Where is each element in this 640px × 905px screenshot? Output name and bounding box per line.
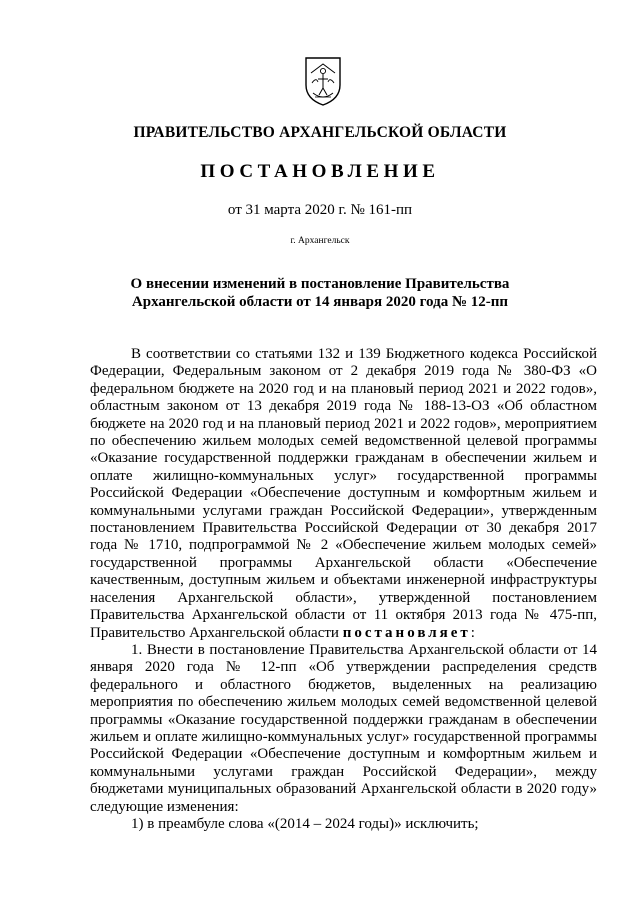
resolves-word: постановляет [342, 624, 471, 641]
paragraph-preamble [90, 346, 597, 642]
preamble-colon: : [470, 624, 475, 641]
document-city: г. Архангельск [290, 236, 350, 246]
paragraph-subitem-1: 1) в преамбуле слова «(2014 – 2024 годы)» исключить; [131, 815, 479, 832]
document-title-line-2: Архангельской области от 14 января 2020 года № 12-пп [131, 294, 509, 310]
document-title-line-1: О внесении изменений в постановление Правительства [130, 276, 510, 292]
government-name: ПРАВИТЕЛЬСТВО АРХАНГЕЛЬСКОЙ ОБЛАСТИ [133, 124, 507, 141]
coat-of-arms-emblem [303, 55, 343, 107]
paragraph-item-1: 1. Внести в постановление Правительства Архангельской области от 14 января 2020 года № 12-пп «Об утверждении распределения средств федерального и областного бюджетов, выделенных на реализацию мероприятия по обеспечению жильем молодых семей ведомственной целевой программы «Оказание государственной поддержки гражданам в обеспечении жильем и оплате жилищно-коммунальных услуг» государственной программы Российской Федерации «Обеспечение доступным и комфортным жильем и коммунальными услугами граждан Российской Федерации», между бюджетами муниципальных образований Архангельской области в 2020 году» следующие изменения: [90, 641, 597, 815]
document-date-number: от 31 марта 2020 г. № 161-пп [227, 202, 413, 218]
document-title [100, 275, 540, 311]
preamble-text: В соответствии со статьями 132 и 139 Бюджетного кодекса Российской Федерации, Федеральным законом от 2 декабря 2019 года № 380-ФЗ «О федеральном бюджете на 2020 год и на плановый период 2021 и 2022 годов», областным законом от 13 декабря 2019 года № 188-13-ОЗ «Об областном бюджете на 2020 год и на плановый период 2021 и 2022 годов», мероприятием по обеспечению жильем молодых семей ведомственной целевой программы «Оказание государственной поддержки гражданам в обеспечении жильем и оплате жилищно-коммунальных услуг» государственной программы Российской Федерации «Обеспечение доступным и комфортным жильем и коммунальными услугами граждан Российской Федерации», утвержденным постановлением Правительства Российской Федерации от 30 декабря 2017 года № 1710, подпрограммой № 2 «Обеспечение жильем молодых семей» государственной программы Архангельской области «Обеспечение качественным, доступным жильем и объектами инженерной инфраструктуры населения Архангельской области», утвержденной постановлением Правительства Архангельской области от 11 октября 2013 года № 475-пп, Правительство Архангельской области [90, 346, 597, 641]
document-type: ПОСТАНОВЛЕНИЕ [200, 161, 440, 182]
document-body [90, 346, 597, 833]
